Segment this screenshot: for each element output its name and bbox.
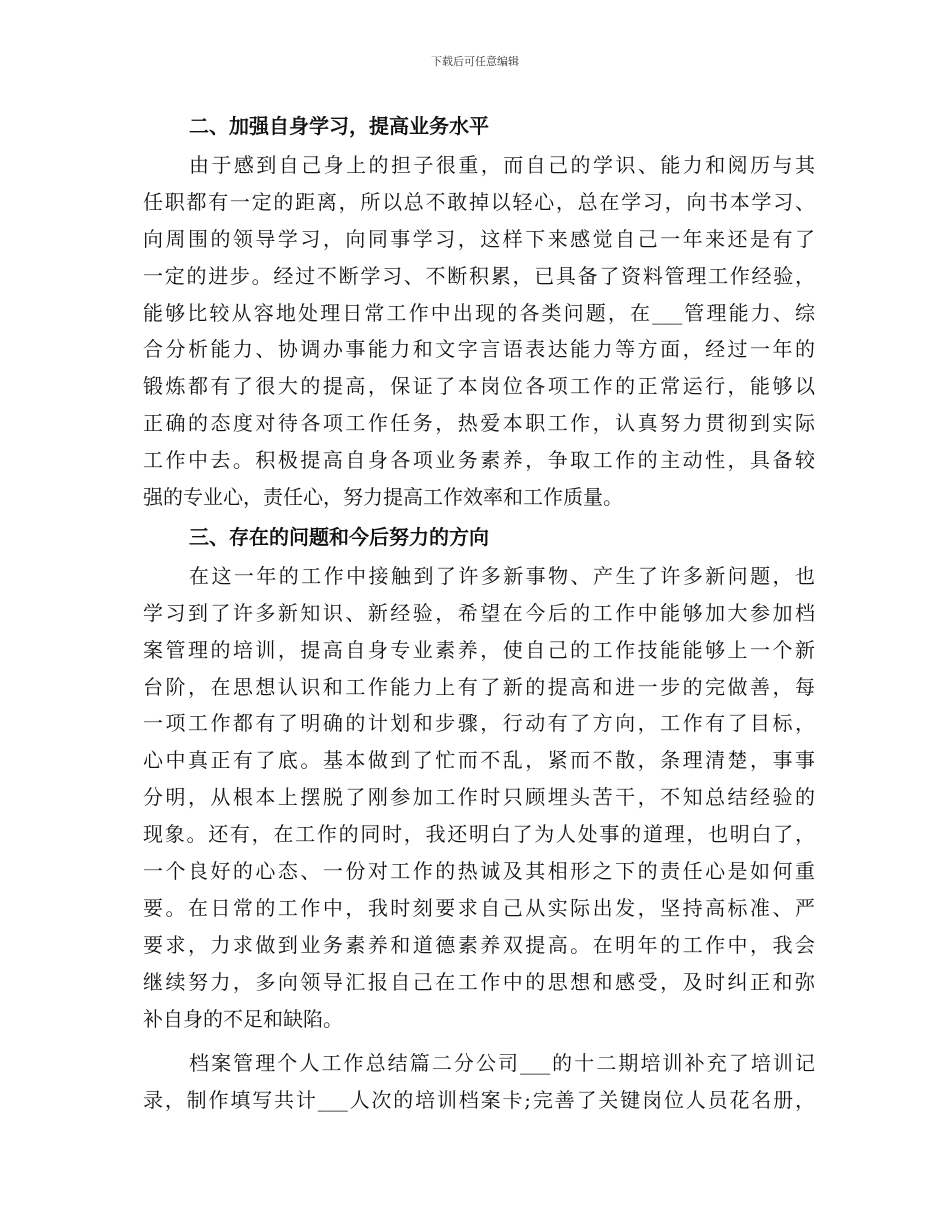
text-line: 由于感到自己身上的担子很重，而自己的学识、能力和阅历与其 — [189, 153, 815, 177]
text-line: 合分析能力、协调办事能力和文字言语表达能力等方面，经过一年的 — [143, 337, 815, 362]
text-line: 任职都有一定的距离，所以总不敢掉以轻心，总在学习，向书本学习、 — [143, 189, 815, 214]
paragraph — [143, 558, 815, 1038]
text-line: 补自身的不足和缺陷。 — [143, 1006, 343, 1031]
text-line: 强的专业心，责任心，努力提高工作效率和工作质量。 — [143, 485, 623, 510]
text-line: 现象。还有，在工作的同时，我还明白了为人处事的道理，也明白了， — [143, 822, 815, 847]
document-body — [143, 111, 815, 1125]
page-header-note: 下载后可任意编辑 — [431, 55, 519, 68]
text-line: 一定的进步。经过不断学习、不断积累，已具备了资料管理工作经验， — [143, 263, 815, 288]
text-line: 台阶，在思想认识和工作能力上有了新的提高和进一步的完做善，每 — [143, 674, 815, 699]
text-line: 能够比较从容地处理日常工作中出现的各类问题，在___管理能力、综 — [143, 300, 815, 325]
paragraph — [143, 1045, 815, 1119]
text-line: 一个良好的心态、一份对工作的热诚及其相形之下的责任心是如何重 — [143, 859, 815, 884]
text-line: 分明，从根本上摆脱了刚参加工作时只顾埋头苦干，不知总结经验的 — [143, 785, 815, 810]
section-study — [143, 111, 815, 516]
section-heading: 三、存在的问题和今后努力的方向 — [189, 524, 489, 549]
text-line: 向周围的领导学习，向同事学习，这样下来感觉自己一年来还是有了 — [143, 226, 815, 251]
text-line: 要。在日常的工作中，我时刻要求自己从实际出发，坚持高标准、严 — [143, 895, 815, 920]
text-line: 锻炼都有了很大的提高，保证了本岗位各项工作的正常运行，能够以 — [143, 374, 815, 399]
text-line: 档案管理个人工作总结篇二分公司___的十二期培训补充了培训记 — [189, 1051, 815, 1076]
text-line: 在这一年的工作中接触到了许多新事物、产生了许多新问题，也 — [189, 563, 815, 588]
paragraph — [143, 147, 815, 516]
text-line: 案管理的培训，提高自身专业素养，使自己的工作技能能够上一个新 — [143, 637, 815, 662]
text-line: 正确的态度对待各项工作任务，热爱本职工作，认真努力贯彻到实际 — [143, 411, 815, 436]
section-problems — [143, 522, 815, 1038]
text-line: 工作中去。积极提高自身各项业务素养，争取工作的主动性，具备较 — [143, 448, 815, 473]
text-line: 学习到了许多新知识、新经验，希望在今后的工作中能够加大参加档 — [143, 600, 815, 625]
section-heading: 二、加强自身学习，提高业务水平 — [189, 114, 489, 138]
text-line: 心中真正有了底。基本做到了忙而不乱，紧而不散，条理清楚，事事 — [143, 748, 815, 773]
text-line: 要求，力求做到业务素养和道德素养双提高。在明年的工作中，我会 — [143, 932, 815, 957]
text-line: 一项工作都有了明确的计划和步骤，行动有了方向，工作有了目标， — [143, 711, 815, 736]
section-archive-summary — [143, 1045, 815, 1119]
text-line: 继续努力，多向领导汇报自己在工作中的思想和感受，及时纠正和弥 — [143, 969, 815, 994]
text-line: 录，制作填写共计___人次的培训档案卡;完善了关键岗位人员花名册， — [143, 1088, 815, 1113]
